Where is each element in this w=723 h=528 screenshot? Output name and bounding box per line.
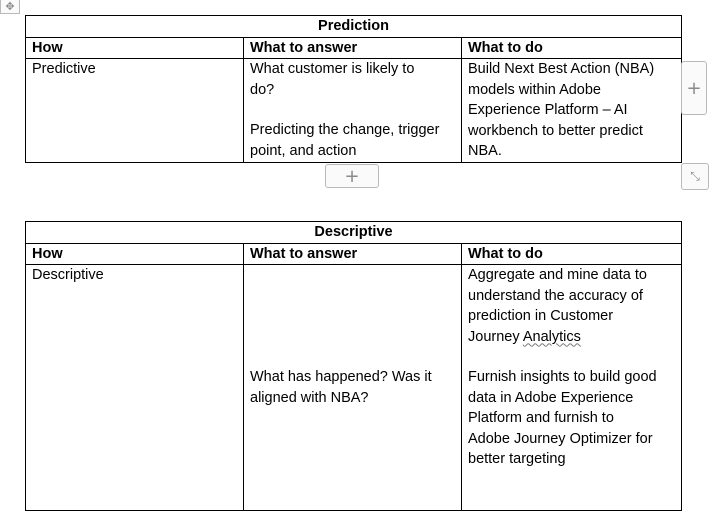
how-text: Predictive: [32, 61, 96, 77]
todo-text: Aggregate and mine data to understand the accuracy of prediction in Customer Journey: [468, 267, 647, 345]
answer-paragraph: Predicting the change, trigger point, and action: [250, 122, 440, 159]
header-what-to-answer: What to answer: [244, 37, 462, 59]
table-title: Descriptive: [26, 222, 682, 244]
descriptive-table: [25, 221, 682, 511]
header-what-to-do: What to do: [462, 243, 682, 265]
add-column-icon[interactable]: +: [681, 61, 707, 115]
header-what-to-answer: What to answer: [244, 243, 462, 265]
add-row-icon[interactable]: +: [325, 164, 379, 188]
table-resize-icon[interactable]: ⤡: [681, 163, 709, 190]
header-how: How: [26, 243, 244, 265]
cell-what-to-do[interactable]: [462, 59, 682, 163]
how-text: Descriptive: [32, 267, 104, 283]
table-row: [26, 265, 682, 511]
table-header-row: [26, 243, 682, 265]
cell-how[interactable]: [26, 59, 244, 163]
answer-paragraph: What has happened? Was it aligned with NBA?: [250, 369, 432, 406]
cell-what-to-answer[interactable]: [244, 59, 462, 163]
cell-how[interactable]: [26, 265, 244, 511]
table-title-row: [26, 222, 682, 244]
cell-what-to-answer[interactable]: [244, 265, 462, 511]
header-how: How: [26, 37, 244, 59]
todo-paragraph: Furnish insights to build good data in Adobe Experience Platform and furnish to Adobe Journey Optimizer for better targeting: [468, 369, 657, 467]
spellcheck-flagged-word[interactable]: Analytics: [522, 328, 581, 345]
todo-paragraph: [468, 265, 675, 347]
table-title-row: [26, 16, 682, 38]
table-header-row: [26, 37, 682, 59]
table-row: [26, 59, 682, 163]
prediction-table: [25, 15, 682, 163]
cell-what-to-do[interactable]: [462, 265, 682, 511]
header-what-to-do: What to do: [462, 37, 682, 59]
table-title: Prediction: [26, 16, 682, 38]
answer-paragraph: What customer is likely to do?: [250, 61, 415, 98]
todo-paragraph: Build Next Best Action (NBA) models within Adobe Experience Platform – AI workbench to better predict NBA.: [468, 61, 655, 159]
table-move-handle-icon[interactable]: ✥: [0, 0, 20, 14]
